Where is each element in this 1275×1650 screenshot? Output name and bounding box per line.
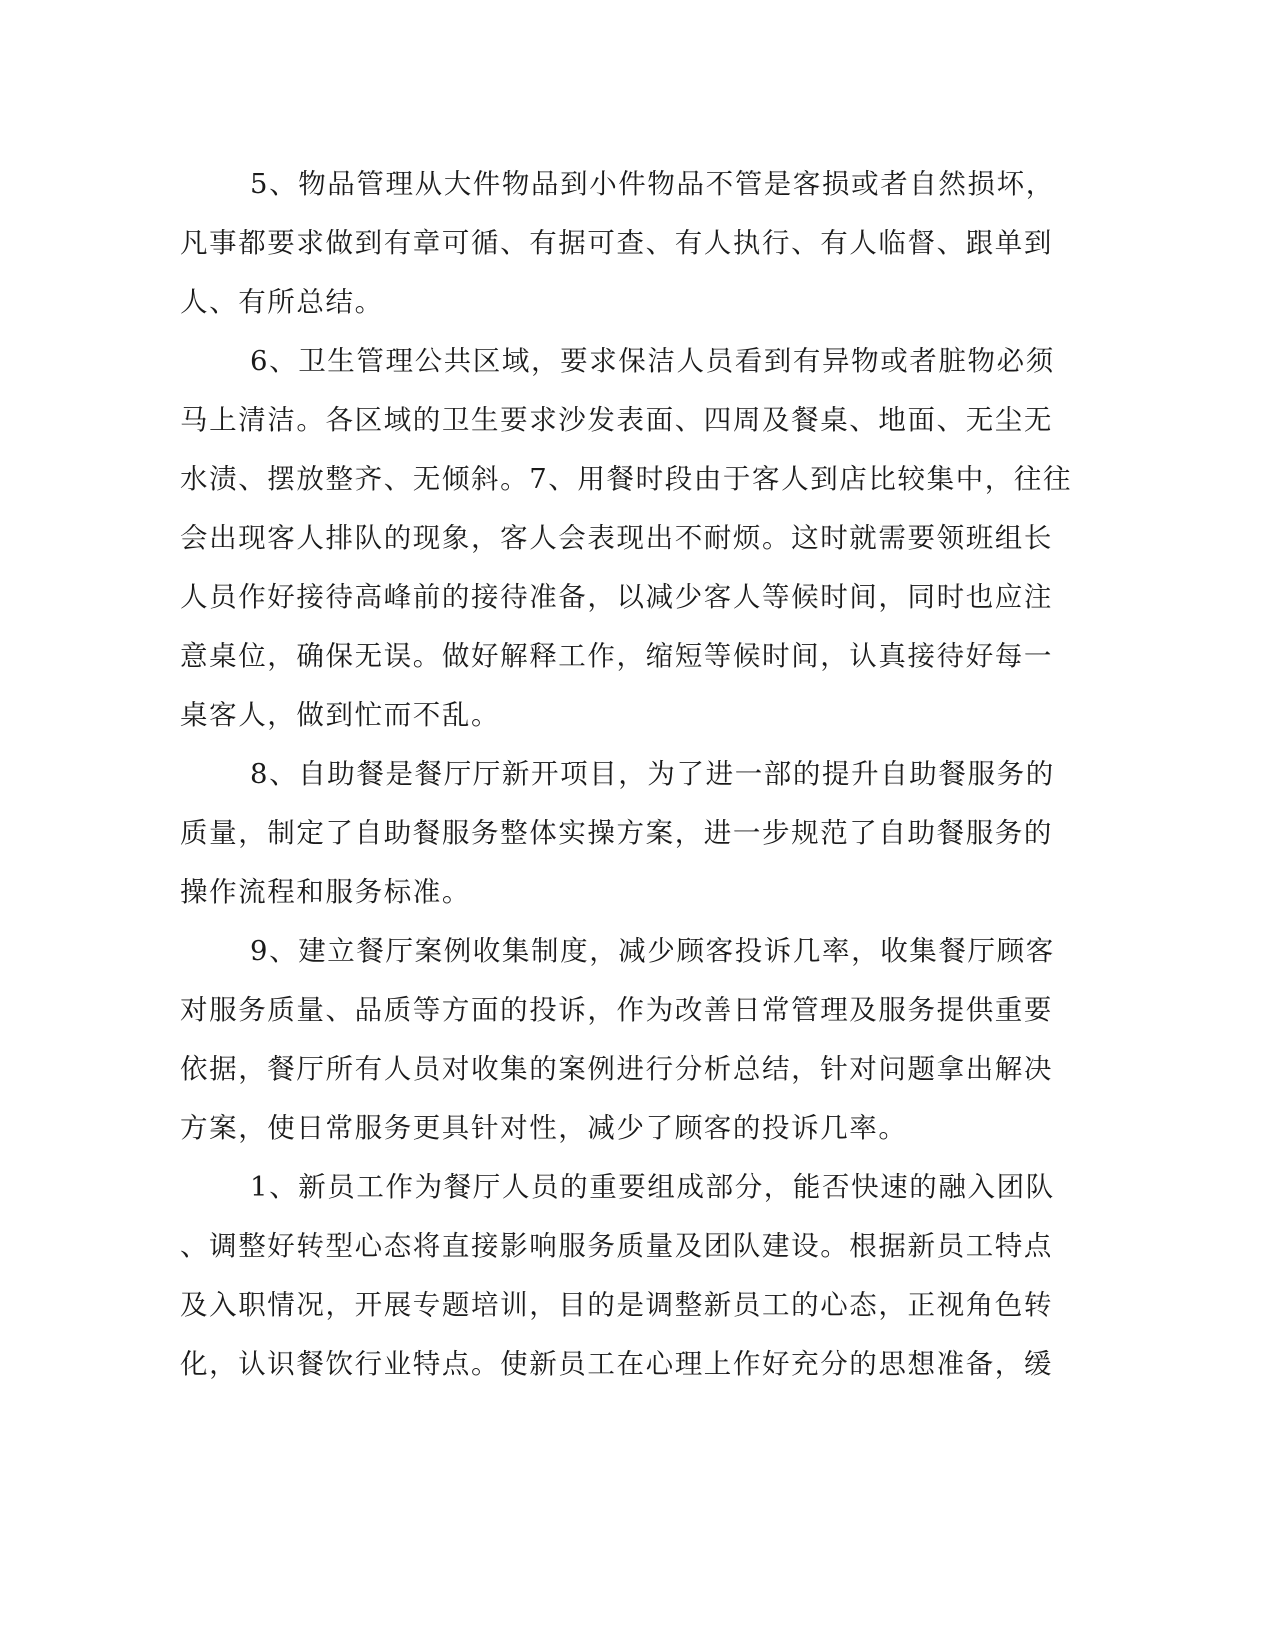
text-line: 质量，制定了自助餐服务整体实操方案，进一步规范了自助餐服务的 [180,817,1053,849]
text-line: 会出现客人排队的现象，客人会表现出不耐烦。这时就需要领班组长 [180,522,1053,554]
text-line: 、调整好转型心态将直接影响服务质量及团队建设。根据新员工特点 [180,1230,1053,1262]
text-line: 操作流程和服务标准。 [180,876,471,908]
text-line: 对服务质量、品质等方面的投诉，作为改善日常管理及服务提供重要 [180,994,1053,1026]
document-body [180,155,1073,1394]
text-line: 意桌位，确保无误。做好解释工作，缩短等候时间，认真接待好每一 [180,640,1053,672]
text-line: 及入职情况，开展专题培训，目的是调整新员工的心态，正视角色转 [180,1289,1053,1321]
text-line: 桌客人，做到忙而不乱。 [180,699,501,731]
text-line: 马上清洁。各区域的卫生要求沙发表面、四周及餐桌、地面、无尘无 [180,404,1053,436]
text-line: 方案，使日常服务更具针对性，减少了顾客的投诉几率。 [180,1112,908,1144]
text-line: 9、建立餐厅案例收集制度，减少顾客投诉几率，收集餐厅顾客 [250,935,1055,967]
text-line: 化，认识餐饮行业特点。使新员工在心理上作好充分的思想准备，缓 [180,1348,1053,1380]
text-line: 5、物品管理从大件物品到小件物品不管是客损或者自然损坏， [250,168,1055,200]
text-line: 凡事都要求做到有章可循、有据可查、有人执行、有人临督、跟单到 [180,227,1053,259]
text-line: 依据，餐厅所有人员对收集的案例进行分析总结，针对问题拿出解决 [180,1053,1053,1085]
text-line: 1、新员工作为餐厅人员的重要组成部分，能否快速的融入团队 [250,1171,1055,1203]
text-line: 水渍、摆放整齐、无倾斜。7、用餐时段由于客人到店比较集中，往往 [180,463,1073,495]
text-line: 人、有所总结。 [180,286,384,318]
text-line: 8、自助餐是餐厅厅新开项目，为了进一部的提升自助餐服务的 [250,758,1055,790]
text-line: 人员作好接待高峰前的接待准备，以减少客人等候时间，同时也应注 [180,581,1053,613]
text-line: 6、卫生管理公共区域，要求保洁人员看到有异物或者脏物必须 [250,345,1055,377]
